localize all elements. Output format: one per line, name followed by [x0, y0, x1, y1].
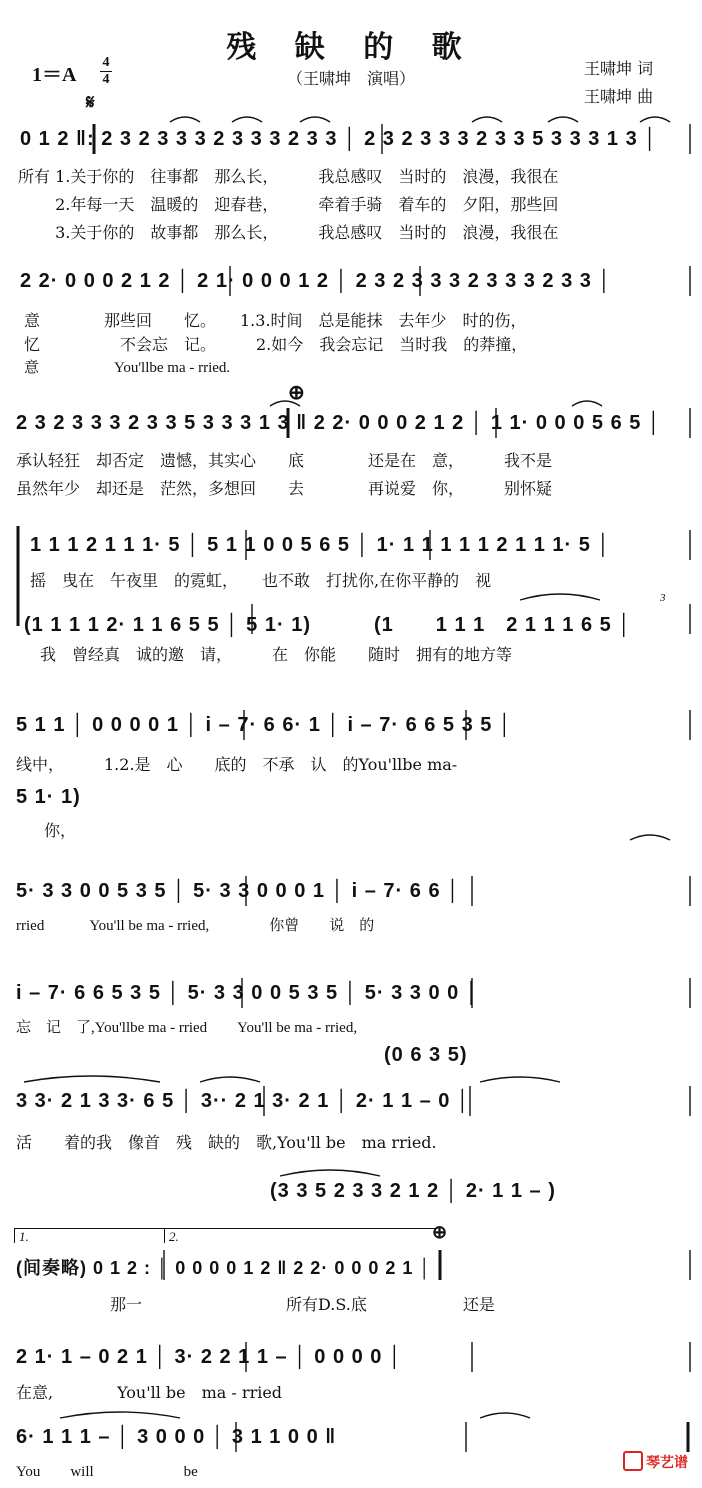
key-signature: 1＝A [32, 64, 77, 86]
system-6b-lyric-1: 你， [44, 821, 77, 840]
coda-icon: ⊕ [288, 382, 305, 404]
time-signature-top: 4 [102, 55, 110, 70]
logo-icon [623, 1451, 643, 1471]
system-1-notes: 0 1 2 ‖: 2 3 2 3 3 3 2 3 3 3 2 3 3 │ 2 3 2 3 3 3 2 3 3 5 3 3 3 1 3 │ [20, 128, 658, 150]
system-4-notes: 1 1 1 2 1 1 1· 5 │ 5 1 1 0 0 5 6 5 │ 1· 1 1 1 1 1 2 1 1 1· 5 │ [30, 534, 611, 556]
system-1-lyric-3: 3.关于你的 故事都 那么长， 我总感叹 当时的 浪漫，我很在 [18, 223, 559, 242]
triplet-mark: 3 [660, 592, 666, 604]
system-2-lyric-1: 意 那些回 忆。 1.3.时间 总是能抹 去年少 时的伤， [24, 311, 527, 330]
system-8-lyric-1: 忘 记 了,You'llbe ma - rried You'll be ma - rried, [16, 1020, 358, 1036]
system-7-notes: 5· 3 3 0 0 5 3 5 │ 5· 3 3 0 0 0 1 │ i – 7· 6 6 │ [16, 880, 461, 902]
song-title: 残 缺 的 歌 [226, 30, 476, 65]
time-signature [98, 56, 114, 87]
system-3-lyric-2: 虽然年少 却还是 茫然，多想回 去 再说爱 你， 别怀疑 [16, 479, 553, 498]
system-3-notes: 2 3 2 3 3 3 2 3 3 5 3 3 3 1 3 ‖ 2 2· 0 0 0 2 1 2 │ 1 1· 0 0 0 5 6 5 │ [16, 412, 662, 434]
system-6b-notes: 5 1· 1) [16, 786, 81, 808]
system-12-notes: 6· 1 1 1 – │ 3 0 0 0 │ 3 1 1 0 0 ‖ [16, 1426, 337, 1448]
system-4-lyric-1: 摇 曳在 午夜里 的霓虹， 也不敢 打扰你,在你平静的 视 [30, 571, 492, 590]
system-1-lyric-2: 2.年每一天 温暖的 迎春巷， 牵着手骑 着车的 夕阳，那些回 [18, 195, 559, 214]
system-9-notes: 3 3· 2 1 3 3· 6 5 │ 3·· 2 1 3· 2 1 │ 2· 1 1 – 0 │ [16, 1090, 471, 1112]
system-11-notes: 2 1· 1 – 0 2 1 │ 3· 2 2 1 1 – │ 0 0 0 0 │ [16, 1346, 403, 1368]
volta-second: 2. [164, 1228, 435, 1243]
segno-icon: 𝄋 [86, 92, 95, 114]
coda-icon-2: ⊕ [432, 1222, 448, 1242]
system-2-notes: 2 2· 0 0 0 2 1 2 │ 2 1· 0 0 0 1 2 │ 2 3 2 3 3 3 2 3 3 3 2 3 3 │ [20, 270, 612, 292]
system-9-lyric-1: 活 着的我 像首 残 缺的 歌,You'll be ma rried. [16, 1133, 437, 1152]
system-5-notes: (1 1 1 1 2· 1 1 6 5 5 │ 5 1· 1) (1 1 1 1 2 1 1 1 6 5 │ [24, 614, 632, 636]
composer-credit: 王啸坤 曲 [584, 87, 654, 106]
system-9b-notes: (3 3 5 2 3 3 2 1 2 │ 2· 1 1 – ) [270, 1180, 556, 1202]
system-6-notes: 5 1 1 │ 0 0 0 0 1 │ i – 7· 6 6· 1 │ i – 7· 6 6 5 3 5 │ [16, 714, 513, 736]
system-2-lyric-3: 意 You'llbe ma - rried. [24, 360, 231, 376]
system-1-lyric-1: 所有 1.关于你的 往事都 那么长， 我总感叹 当时的 浪漫，我很在 [18, 167, 559, 186]
system-7-lyric-1: rried You'll be ma - rried, 你曾 说 的 [16, 918, 375, 934]
volta-first: 1. [14, 1228, 165, 1243]
system-8b-notes: (0 6 3 5) [384, 1044, 468, 1066]
system-2-lyric-2: 忆 不会忘 记。 2.如今 我会忘记 当时我 的莽撞， [24, 335, 528, 354]
system-6-lyric-1: 线中， 1.2.是 心 底的 不承 认 的You'llbe ma- [16, 755, 458, 774]
lyricist-credit: 王啸坤 词 [584, 59, 654, 78]
system-8-notes: i – 7· 6 6 5 3 5 │ 5· 3 3 0 0 5 3 5 │ 5· 3 3 0 0 │ [16, 982, 480, 1004]
time-signature-bottom: 4 [102, 72, 110, 87]
system-11-lyric-1: 在意, You'll be ma - rried [16, 1383, 283, 1402]
system-5-lyric-1: 我 曾经真 诚的邀 请， 在 你能 随时 拥有的地方等 [40, 645, 513, 664]
site-logo: 琴艺谱 [623, 1451, 688, 1472]
system-3-lyric-1: 承认轻狂 却否定 遗憾，其实心 底 还是在 意， 我不是 [16, 451, 553, 470]
performer: （王啸坤 演唱） [286, 69, 415, 88]
system-10-lyric-1: 那一 所有D.S.底 还是 [110, 1295, 495, 1314]
system-10-notes: (间奏略) 0 1 2 : │ 0 0 0 0 1 2 ‖ 2 2· 0 0 0 2 1 │ [16, 1258, 432, 1278]
system-12-lyric-1: You will be [16, 1464, 198, 1480]
